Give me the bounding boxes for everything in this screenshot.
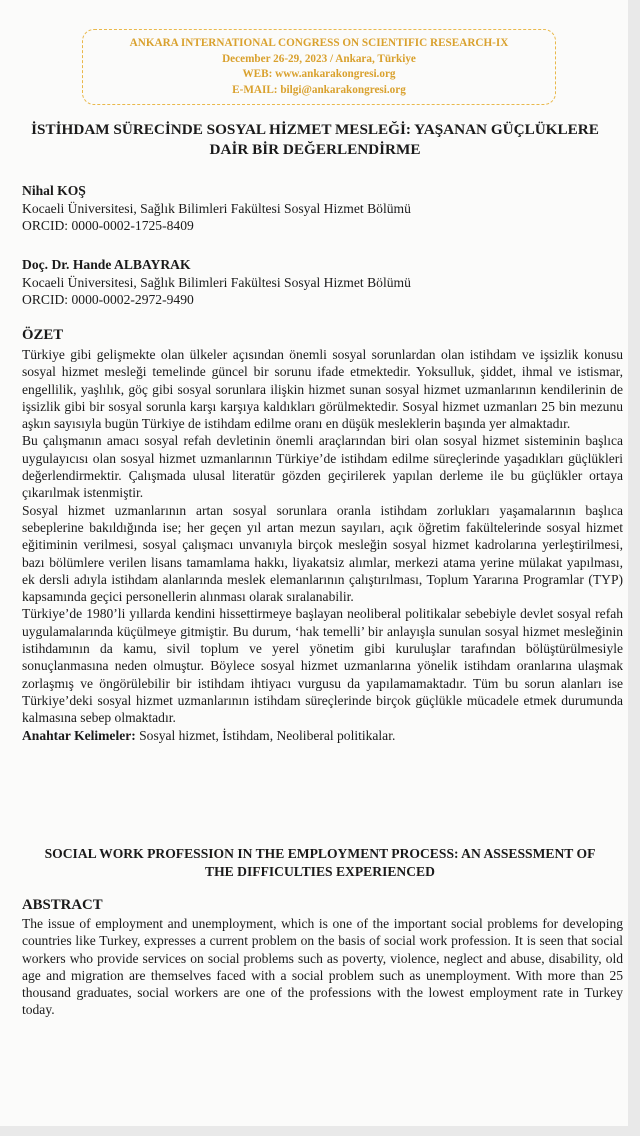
english-title: SOCIAL WORK PROFESSION IN THE EMPLOYMENT PROCESS: AN ASSESSMENT OF THE DIFFICULTIES EXPERIENCED [44, 846, 596, 879]
author-affiliation: Kocaeli Üniversitesi, Sağlık Bilimleri Fakültesi Sosyal Hizmet Bölümü [22, 274, 411, 290]
author-orcid: ORCID: 0000-0002-2972-9490 [22, 292, 194, 307]
author-affiliation: Kocaeli Üniversitesi, Sağlık Bilimleri Fakültesi Sosyal Hizmet Bölümü [22, 200, 411, 216]
keywords-text: Sosyal hizmet, İstihdam, Neoliberal politikalar. [135, 727, 396, 743]
ozet-body [22, 346, 623, 744]
author-orcid: ORCID: 0000-0002-1725-8409 [22, 218, 194, 233]
author-2 [22, 256, 411, 309]
ozet-paragraph: Bu çalışmanın amacı sosyal refah devletinin önemli araçlarından biri olan sosyal hizmet sisteminin başlıca uygulayıcısı olan sosyal hizmet uzmanlarının Türkiye’de istihdam edilme süreçlerinde yaşadıkları güçlükleri değerlendirmektir. Çalışmada ulusal literatür gözden geçirilerek yapılan derleme ile bu güçlükler ortaya çıkarılmak istenmiştir. [22, 433, 623, 501]
conference-name: ANKARA INTERNATIONAL CONGRESS ON SCIENTIFIC RESEARCH-IX [129, 37, 509, 49]
abstract-paragraph: The issue of employment and unemployment, which is one of the important social problems for developing countries like Turkey, expresses a current problem on the basis of social work profession. It is seen that social workers who provide services on social problems such as poverty, violence, neglect and abuse, disability, old age and migration are themselves faced with a social problem such as unemployment. With more than 25 thousand graduates, social workers are one of the professions with the lowest employment rate in Turkey today. [22, 916, 623, 1018]
ozet-paragraph: Türkiye’de 1980’li yıllarda kendini hissettirmeye başlayan neoliberal politikalar sebebiyle devlet sosyal refah uygulamalarında küçülmeye gitmiştir. Bu durum, ‘hak temelli’ bir anlayışla sunulan sosyal hizmet mesleğinin istihdamının da kamu, sivil toplum ve yerel yönetim gibi kuruluşlar tarafından bölüştürülmesiyle sonuçlanmasına neden olmuştur. Böylece sosyal hizmet uzmanlarına yönelik istihdam oranlarına ulaşmak zorlaşmış ve öngörülebilir bir istihdam ihtiyacı vurgusu da yapılamamaktadır. Tüm bu sorun alanları ise Türkiye’deki sosyal hizmet uzmanlarının istihdam süreçlerinde birçok güçlükle mücadele etmek durumunda kalmasına sebep olmaktadır. [22, 606, 623, 726]
author-name: Nihal KOŞ [22, 183, 86, 198]
abstract-body [22, 915, 623, 1019]
conference-web: WEB: www.ankarakongresi.org [242, 68, 396, 81]
conference-email: E-MAIL: bilgi@ankarakongresi.org [232, 83, 406, 96]
ozet-paragraph: Türkiye gibi gelişmekte olan ülkeler açısından önemli sosyal sorunlardan olan istihdam ve işsizlik konusu sosyal hizmet mesleği temelinde güncel bir sorunu ifade etmektedir. Yoksulluk, şiddet, ihmal ve istismar, engellilik, yaşlılık, göç gibi sosyal sorunlara ilişkin hizmet sunan sosyal hizmet uzmanlarının kendilerinin de işsizlik gibi bir sosyal sorunla karşı karşıya kaldıkları görülmektedir. Sosyal hizmet uzmanları 25 bin mezunu aşkın sayısıyla bugün Türkiye de istihdam edilme oranı en düşük mesleklerin başında yer almaktadır. [22, 347, 623, 432]
ozet-heading: ÖZET [22, 327, 64, 343]
author-name: Doç. Dr. Hande ALBAYRAK [22, 257, 191, 272]
author-1 [22, 182, 411, 235]
conference-header-box [82, 29, 556, 105]
abstract-heading: ABSTRACT [22, 897, 103, 913]
paper-title: İSTİHDAM SÜRECİNDE SOSYAL HİZMET MESLEĞİ: YAŞANAN GÜÇLÜKLERE DAİR BİR DEĞERLENDİRME [31, 121, 599, 158]
keywords-line [22, 727, 623, 744]
keywords-label: Anahtar Kelimeler: [22, 727, 136, 743]
ozet-paragraph: Sosyal hizmet uzmanlarının artan sosyal sorunlara oranla istihdam zorlukları yaşamalarının başlıca sebeplerine bakıldığında ise; her geçen yıl artan mezun sayıları, açık öğretim fakültelerinde sosyal hizmet eğitiminin verilmesi, sosyal çalışmacı unvanıyla birçok mesleğin sosyal hizmet kadrolarına yerleştirilmesi, bazı bölümlere verilen lisans tamamlama hakkı, liyakatsiz alımlar, merkezi atama yerine mülakat yapılması, ek dersli adıyla istihdam alanlarında meslek elemanlarının çalıştırılması, Toplum Yararına Programlar (TYP) kapsamında geçici personellerin alınması olarak sıralanabilir. [22, 502, 623, 605]
conference-dates: December 26-29, 2023 / Ankara, Türkiye [222, 52, 416, 65]
